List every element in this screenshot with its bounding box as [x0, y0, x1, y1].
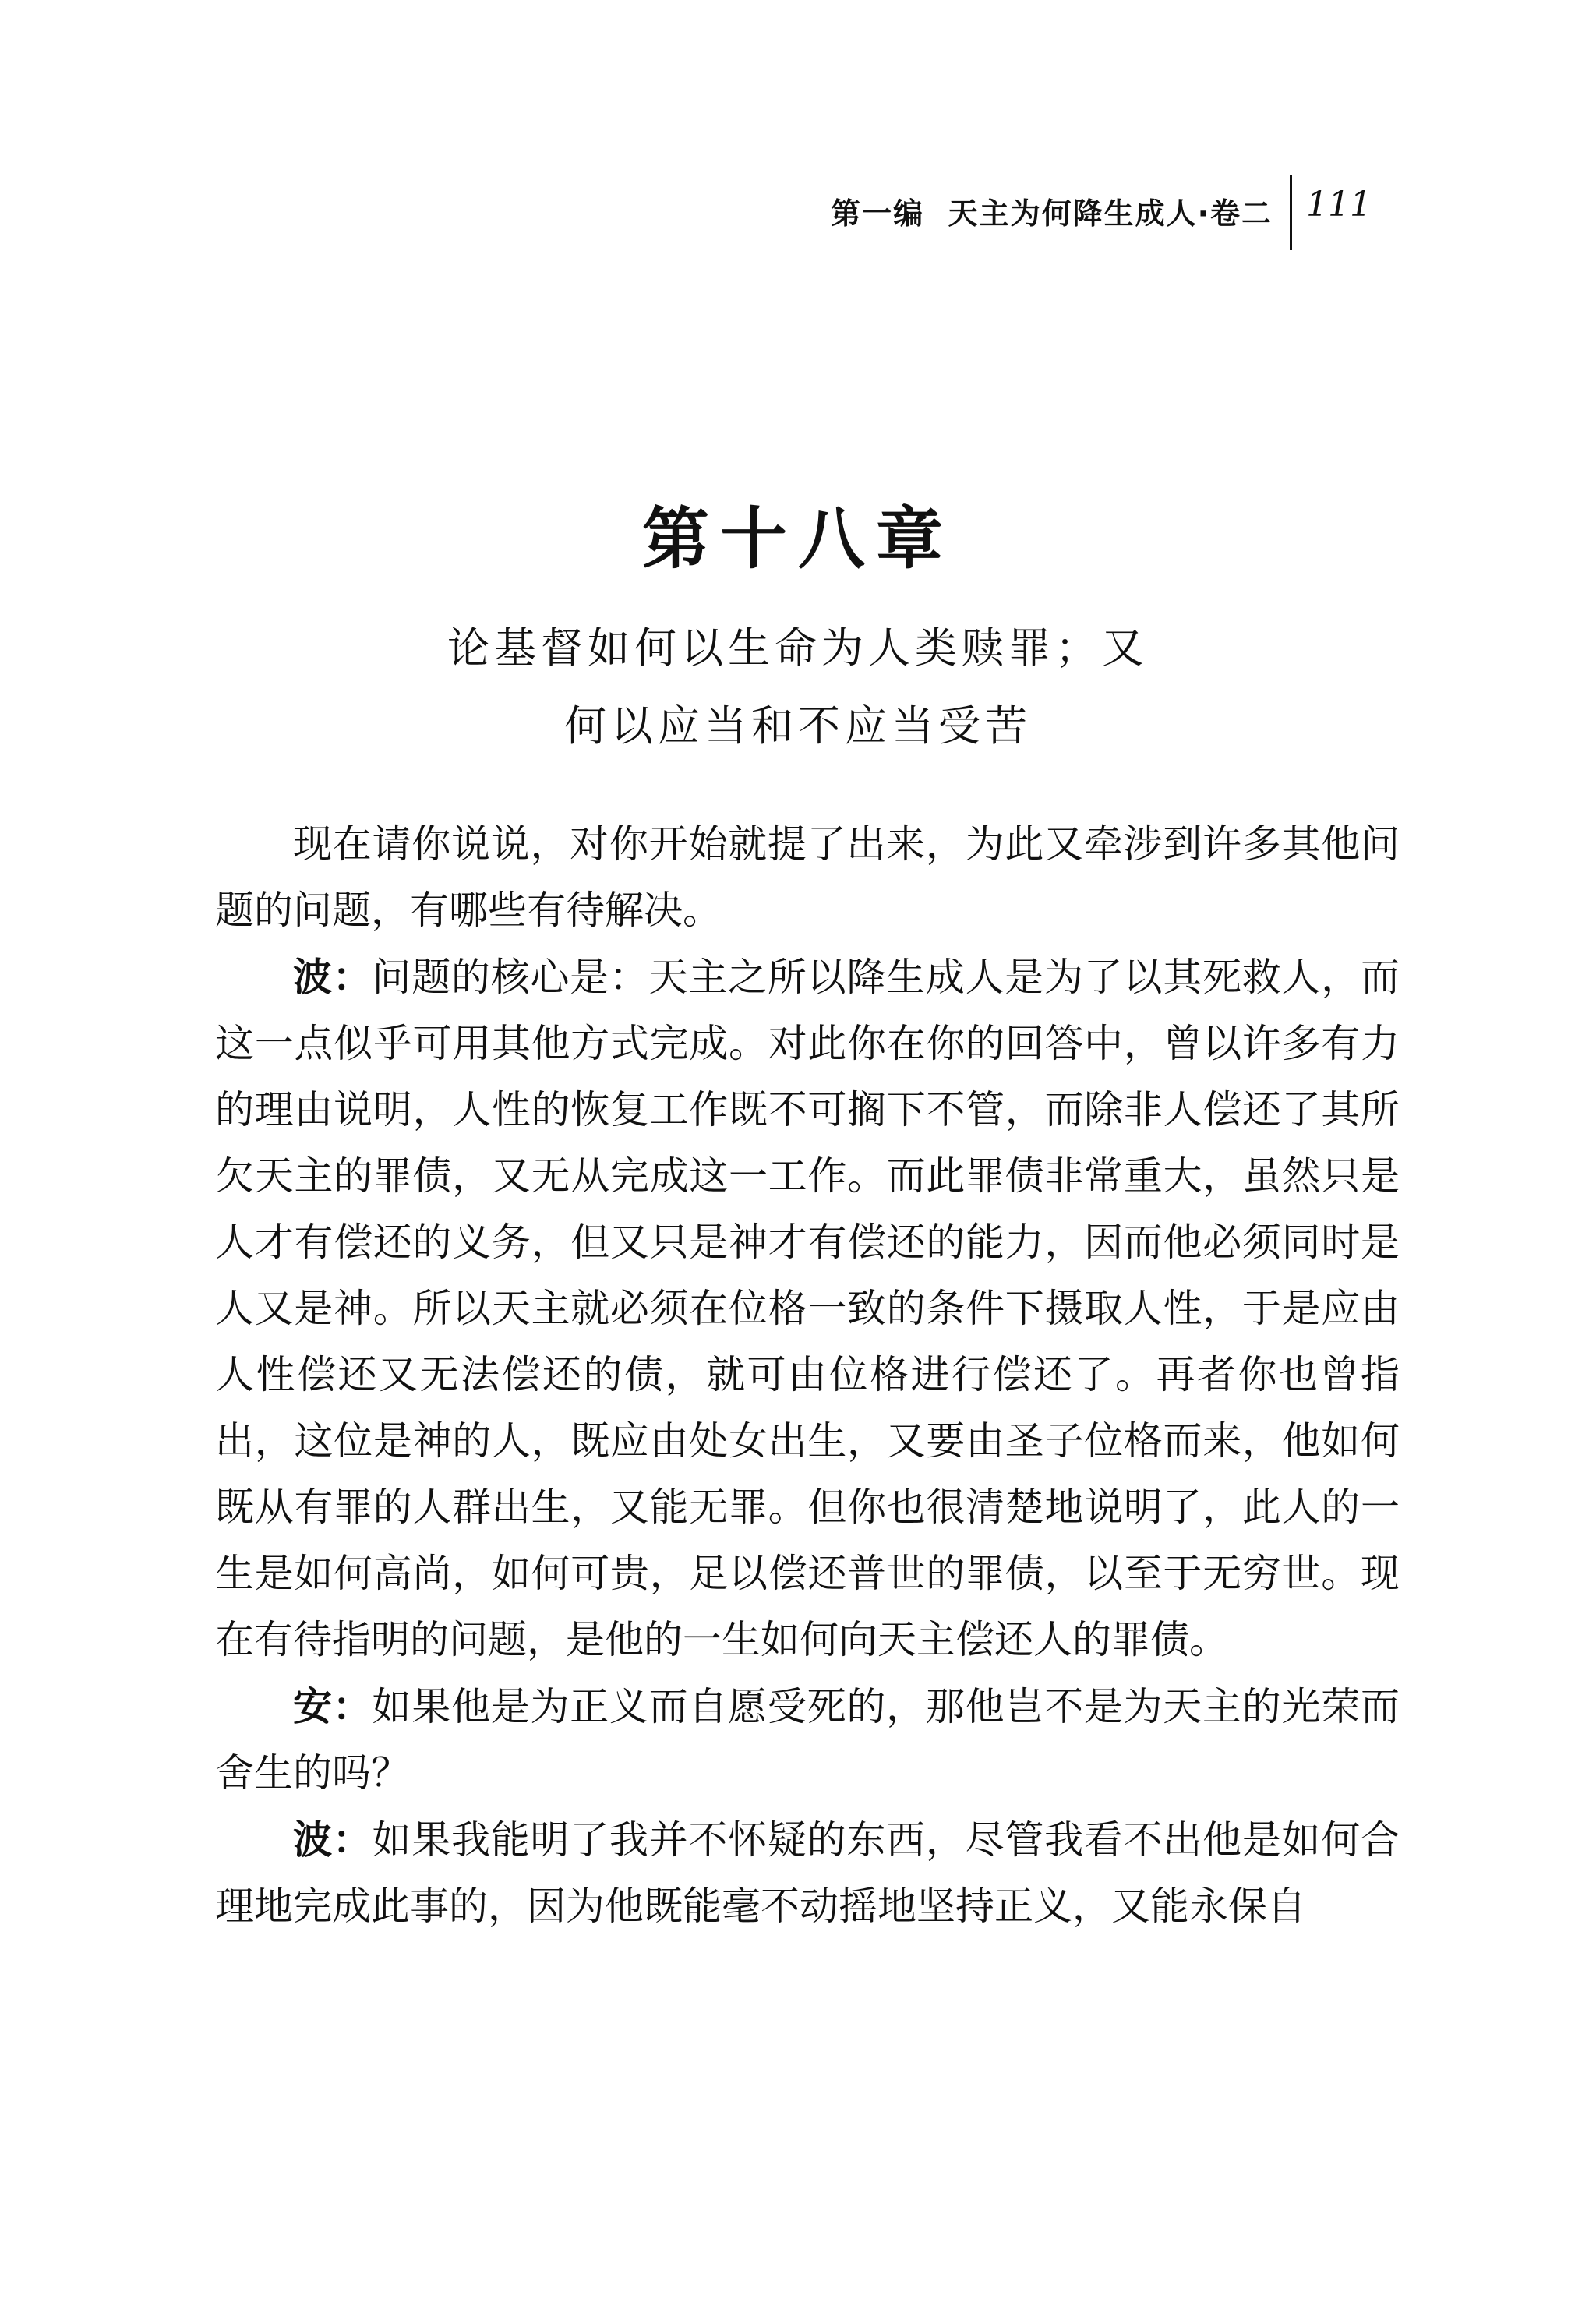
chapter-subtitle	[0, 609, 1596, 765]
paragraph	[215, 1673, 1400, 1806]
paragraph-text: 问题的核心是：天主之所以降生成人是为了以其死救人，而这一点似乎可用其他方式完成。对此你在你的回答中，曾以许多有力的理由说明，人性的恢复工作既不可搁下不管，而除非人偿还了其所欠天主的罪债，又无从完成这一工作。而此罪债非常重大，虽然只是人才有偿还的义务，但又只是神才有偿还的能力，因而他必须同时是人又是神。所以天主就必须在位格一致的条件下摄取人性，于是应由人性偿还又无法偿还的债，就可由位格进行偿还了。再者你也曾指出，这位是神的人，既应由处女出生，又要由圣子位格而来，他如何既从有罪的人群出生，又能无罪。但你也很清楚地说明了，此人的一生是如何高尚，如何可贵，足以偿还普世的罪债，以至于无穷世。现在有待指明的问题，是他的一生如何向天主偿还人的罪债。	[215, 955, 1400, 1662]
page-number: 111	[1306, 185, 1372, 224]
running-header	[831, 175, 1372, 250]
speaker-label: 波：	[293, 954, 373, 1000]
chapter-subtitle-line-1: 论基督如何以生命为人类赎罪；又	[447, 623, 1149, 673]
chapter-subtitle-line-2: 何以应当和不应当受苦	[564, 701, 1032, 750]
speaker-label: 安：	[293, 1683, 373, 1729]
paragraph	[215, 944, 1400, 1673]
paragraph	[215, 810, 1400, 944]
paragraph-text: 现在请你说说，对你开始就提了出来，为此又牵涉到许多其他问题的问题，有哪些有待解决。	[215, 821, 1400, 933]
chapter-title: 第十八章	[642, 500, 954, 578]
speaker-label: 波：	[293, 1817, 373, 1863]
paragraph-text: 如果我能明了我并不怀疑的东西，尽管我看不出他是如何合理地完成此事的，因为他既能毫不动摇地坚持正义，又能永保自	[215, 1817, 1400, 1929]
running-title: 第一编 天主为何降生成人·卷二	[831, 196, 1273, 231]
paragraph	[215, 1806, 1400, 1940]
paragraph-text: 如果他是为正义而自愿受死的，那他岂不是为天主的光荣而舍生的吗？	[215, 1684, 1400, 1796]
body-text	[215, 810, 1400, 1940]
